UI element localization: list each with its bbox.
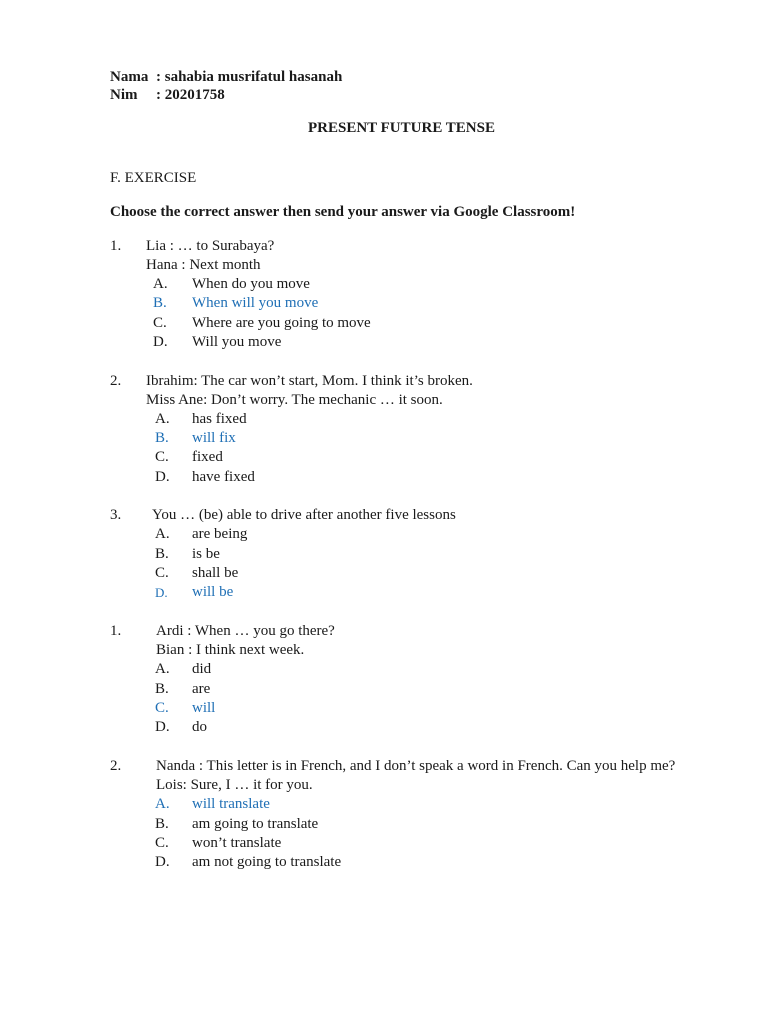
question-line: Lia : … to Surabaya? bbox=[146, 238, 275, 254]
option-letter: D. bbox=[153, 334, 168, 350]
question-number: 2. bbox=[110, 758, 122, 774]
option-text-correct: When will you move bbox=[192, 295, 319, 311]
question-line: Nanda : This letter is in French, and I don’t speak a word in French. Can you help me? bbox=[156, 758, 676, 774]
option-letter: A. bbox=[155, 526, 170, 542]
question-line: Ardi : When … you go there? bbox=[156, 623, 335, 639]
question-number: 1. bbox=[110, 623, 122, 639]
option-letter-correct: D. bbox=[155, 585, 168, 600]
option-letter-correct: B. bbox=[153, 295, 167, 311]
question-number: 3. bbox=[110, 507, 122, 523]
option-letter: D. bbox=[155, 854, 170, 870]
option-letter: A. bbox=[155, 661, 170, 677]
option-letter: C. bbox=[155, 565, 169, 581]
option-text: did bbox=[192, 661, 212, 677]
option-letter-correct: C. bbox=[155, 700, 169, 716]
question-line: Ibrahim: The car won’t start, Mom. I think it’s broken. bbox=[146, 373, 473, 389]
nim-value: : 20201758 bbox=[156, 87, 225, 103]
option-letter: B. bbox=[155, 816, 169, 832]
nim-label: Nim bbox=[110, 87, 138, 103]
option-letter-correct: B. bbox=[155, 430, 169, 446]
option-text: have fixed bbox=[192, 469, 255, 485]
question-number: 2. bbox=[110, 373, 122, 389]
option-text: do bbox=[192, 719, 207, 735]
option-text: Where are you going to move bbox=[192, 315, 371, 331]
option-text: When do you move bbox=[192, 276, 310, 292]
option-text: has fixed bbox=[192, 411, 247, 427]
page-title: PRESENT FUTURE TENSE bbox=[307, 120, 495, 136]
option-text-correct: will fix bbox=[192, 430, 236, 446]
option-letter: D. bbox=[155, 469, 170, 485]
option-text-correct: will be bbox=[192, 584, 234, 600]
question-line: Hana : Next month bbox=[146, 257, 261, 273]
option-text: fixed bbox=[192, 449, 223, 465]
option-text-correct: will bbox=[192, 700, 216, 716]
question-line: Miss Ane: Don’t worry. The mechanic … it soon. bbox=[146, 392, 443, 408]
option-text: is be bbox=[192, 546, 220, 562]
name-label: Nama bbox=[110, 69, 149, 85]
question-number: 1. bbox=[110, 238, 122, 254]
question-line: Bian : I think next week. bbox=[156, 642, 305, 658]
option-letter-correct: A. bbox=[155, 796, 170, 812]
question-line: Lois: Sure, I … it for you. bbox=[156, 777, 313, 793]
option-text-correct: will translate bbox=[192, 796, 270, 812]
name-value: : sahabia musrifatul hasanah bbox=[156, 69, 343, 85]
option-letter: B. bbox=[155, 681, 169, 697]
option-letter: A. bbox=[155, 411, 170, 427]
option-letter: B. bbox=[155, 546, 169, 562]
option-text: are bbox=[192, 681, 211, 697]
option-letter: C. bbox=[153, 315, 167, 331]
option-text: are being bbox=[192, 526, 248, 542]
option-text: won’t translate bbox=[192, 835, 282, 851]
option-letter: C. bbox=[155, 835, 169, 851]
option-text: Will you move bbox=[192, 334, 282, 350]
option-text: am not going to translate bbox=[192, 854, 342, 870]
question-line: You … (be) able to drive after another five lessons bbox=[152, 507, 456, 523]
option-text: shall be bbox=[192, 565, 239, 581]
option-letter: D. bbox=[155, 719, 170, 735]
section-heading: F. EXERCISE bbox=[110, 170, 197, 186]
option-letter: A. bbox=[153, 276, 168, 292]
option-letter: C. bbox=[155, 449, 169, 465]
instruction-text: Choose the correct answer then send your answer via Google Classroom! bbox=[110, 204, 576, 220]
option-text: am going to translate bbox=[192, 816, 319, 832]
